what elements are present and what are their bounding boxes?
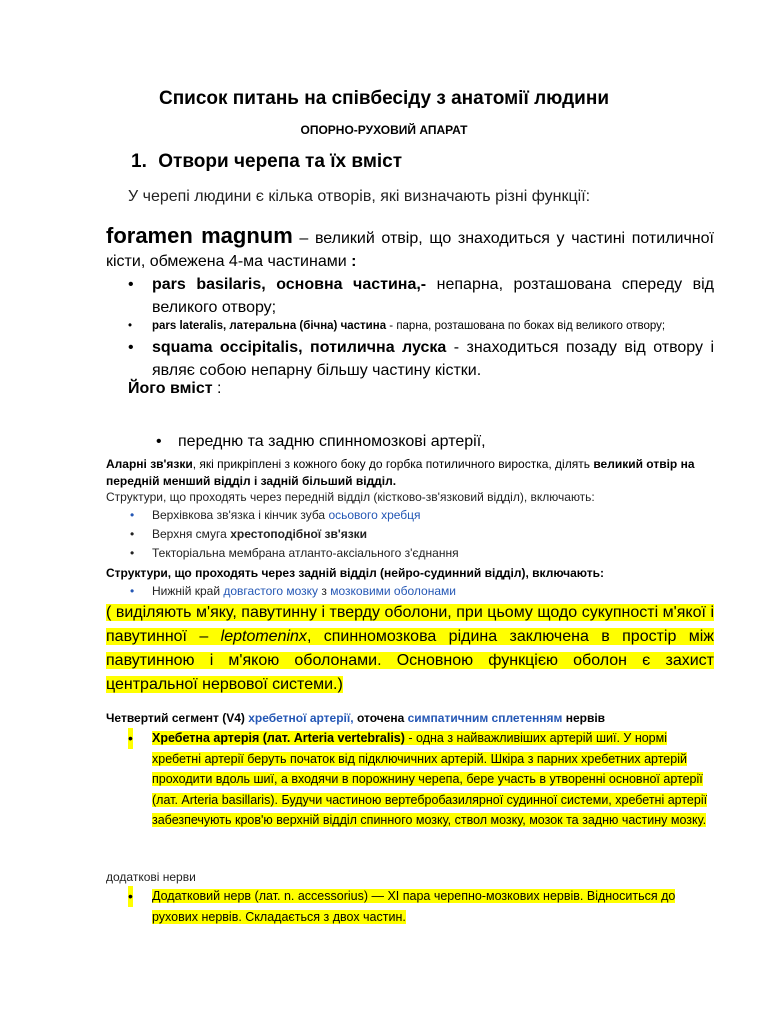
- pars-basilaris-desc: непарна, розташована спереду від великого отвору;: [152, 276, 714, 316]
- alar-bold: великий отвір на передній менший відділ і задній більший відділ.: [106, 457, 695, 488]
- section-subtitle: ОПОРНО-РУХОВИЙ АПАРАТ: [300, 123, 468, 137]
- posterior-structures-heading: Структури, що проходять через задній відділ (нейро-судинний відділ), включають:: [106, 566, 604, 580]
- meninges-highlight-paragraph: [106, 601, 714, 697]
- cruciform-text: Верхня смуга: [152, 527, 231, 541]
- list-item-medulla: [130, 584, 456, 598]
- medulla-oblongata-link[interactable]: довгастого мозку: [223, 584, 319, 598]
- sympathetic-plexus-link[interactable]: симпатичним сплетенням: [407, 711, 563, 725]
- medulla-text: Нижній край: [152, 584, 224, 598]
- vertebral-artery-term: Хребетна артерія (лат. Arteria vertebralis): [152, 731, 405, 745]
- tectorial-text: Текторіальна мембрана атланто-аксіального з'єднання: [152, 546, 459, 560]
- bullet-icon: •: [128, 339, 134, 356]
- squama-occipitalis-desc: - знаходиться позаду від отвору і являє собою непарну більшу частину кістки.: [152, 339, 714, 379]
- bullet-icon: •: [128, 728, 133, 749]
- fourth-segment-heading: [106, 710, 605, 727]
- bullet-icon: •: [156, 433, 162, 450]
- bullet-icon: •: [130, 508, 135, 522]
- heading-1: [131, 151, 402, 173]
- list-item-accessory-nerve: [128, 886, 714, 927]
- meninges-link[interactable]: мозковими оболонами: [330, 584, 456, 598]
- accessory-nerves-label: додаткові нерви: [106, 870, 196, 884]
- contents-label-text: Його вміст: [128, 380, 213, 397]
- foramen-magnum-desc: – великий отвір, що знаходиться у частині потиличної кісти, обмежена 4-ма частинами: [106, 230, 714, 270]
- heading-text: Отвори черепа та їх вміст: [158, 151, 403, 172]
- medulla-mid: з: [318, 584, 331, 598]
- bullet-icon: •: [128, 320, 133, 332]
- cruciform-bold: хрестоподібної зв'язки: [230, 527, 368, 541]
- contents-label: [128, 380, 221, 398]
- list-item-arteries: [156, 433, 486, 451]
- vertebral-artery-desc: - одна з найважливіших артерій шиї. У нормі хребетні артерії беруть початок від підключичних артерій. Шкіра з парних хребетних артерій проходити вдоль шиї, а входячи в порожнину черепа, бере участь в утворенні основної артерії (лат. Arteria basillaris). Будучи частиною вертебробазилярної судинної системи, хребетні артерії забезпечують кров'ю верхній відділ спинного мозку, ствол мозку, мозок та задню частину мозку.: [152, 731, 708, 827]
- accessory-nerve-text: Додатковий нерв (лат. n. accessorius) — XI пара черепно-мозкових нервів. Відноситься до рухових нервів. Складається з двох частин.: [152, 889, 676, 924]
- squama-occipitalis-term: squama occipitalis, потилична луска: [152, 339, 447, 356]
- foramen-magnum-colon: :: [346, 253, 357, 270]
- alar-mid: , які прикріплені з кожного боку до горбка потиличного виростка, ділять: [192, 457, 594, 471]
- page-title: Список питань на співбесіду з анатомії людини: [158, 88, 610, 109]
- meninges-text-2: , спинномозкова рідина заключена в простір між павутинною і м'якою оболонами. Основною функцією оболон є захист центральної нервової системи.): [106, 628, 715, 693]
- seg-mid: оточена: [353, 711, 408, 725]
- seg-text: Четвертий сегмент (V4): [106, 711, 249, 725]
- bullet-icon: •: [130, 546, 135, 560]
- contents-colon: :: [212, 380, 222, 397]
- list-item-cruciform-ligament: [130, 527, 367, 541]
- bullet-icon: •: [130, 527, 135, 541]
- list-item-pars-basilaris: [128, 273, 714, 319]
- pars-basilaris-term: pars basilaris, основна частина,-: [152, 276, 427, 293]
- vertebral-artery-link[interactable]: хребетної артерії,: [248, 711, 354, 725]
- list-item-tectorial-membrane: [130, 546, 459, 560]
- list-item-apical-ligament: [130, 508, 421, 522]
- pars-lateralis-desc: - парна, розташована по боках від великого отвору;: [386, 320, 666, 332]
- anterior-structures-heading: Структури, що проходять через передній відділ (кістково-зв'язковий відділ), включають:: [106, 490, 595, 504]
- intro-paragraph: У черепі людини є кілька отворів, які визначають різні функції:: [128, 188, 591, 205]
- meninges-text-1: ( виділяють м'яку, павутинну і тверду оболони, при цьому щодо сукупності м'якої і павутинної –: [106, 604, 714, 645]
- arteries-text: передню та задню спинномозкові артерії,: [178, 433, 486, 450]
- apical-ligament-text: Верхівкова зв'язка і кінчик зуба: [152, 508, 329, 522]
- pars-lateralis-term: pars lateralis, латеральна (бічна) частина: [152, 320, 387, 332]
- leptomeninx-term: leptomeninx: [220, 628, 307, 645]
- seg-end: нервів: [562, 711, 606, 725]
- bullet-icon: •: [128, 276, 134, 293]
- foramen-magnum-term: foramen magnum: [106, 223, 293, 248]
- axis-vertebra-link[interactable]: осьового хребця: [328, 508, 421, 522]
- list-item-pars-lateralis: [128, 318, 714, 334]
- list-item-vertebral-artery: [128, 728, 714, 831]
- heading-number: 1.: [131, 151, 147, 172]
- alar-term: Аларні зв'язки: [106, 457, 193, 471]
- list-item-squama-occipitalis: [128, 336, 714, 382]
- foramen-magnum-paragraph: [106, 224, 714, 273]
- alar-ligaments-paragraph: [106, 456, 718, 490]
- bullet-icon: •: [130, 584, 135, 598]
- bullet-icon: •: [128, 886, 133, 907]
